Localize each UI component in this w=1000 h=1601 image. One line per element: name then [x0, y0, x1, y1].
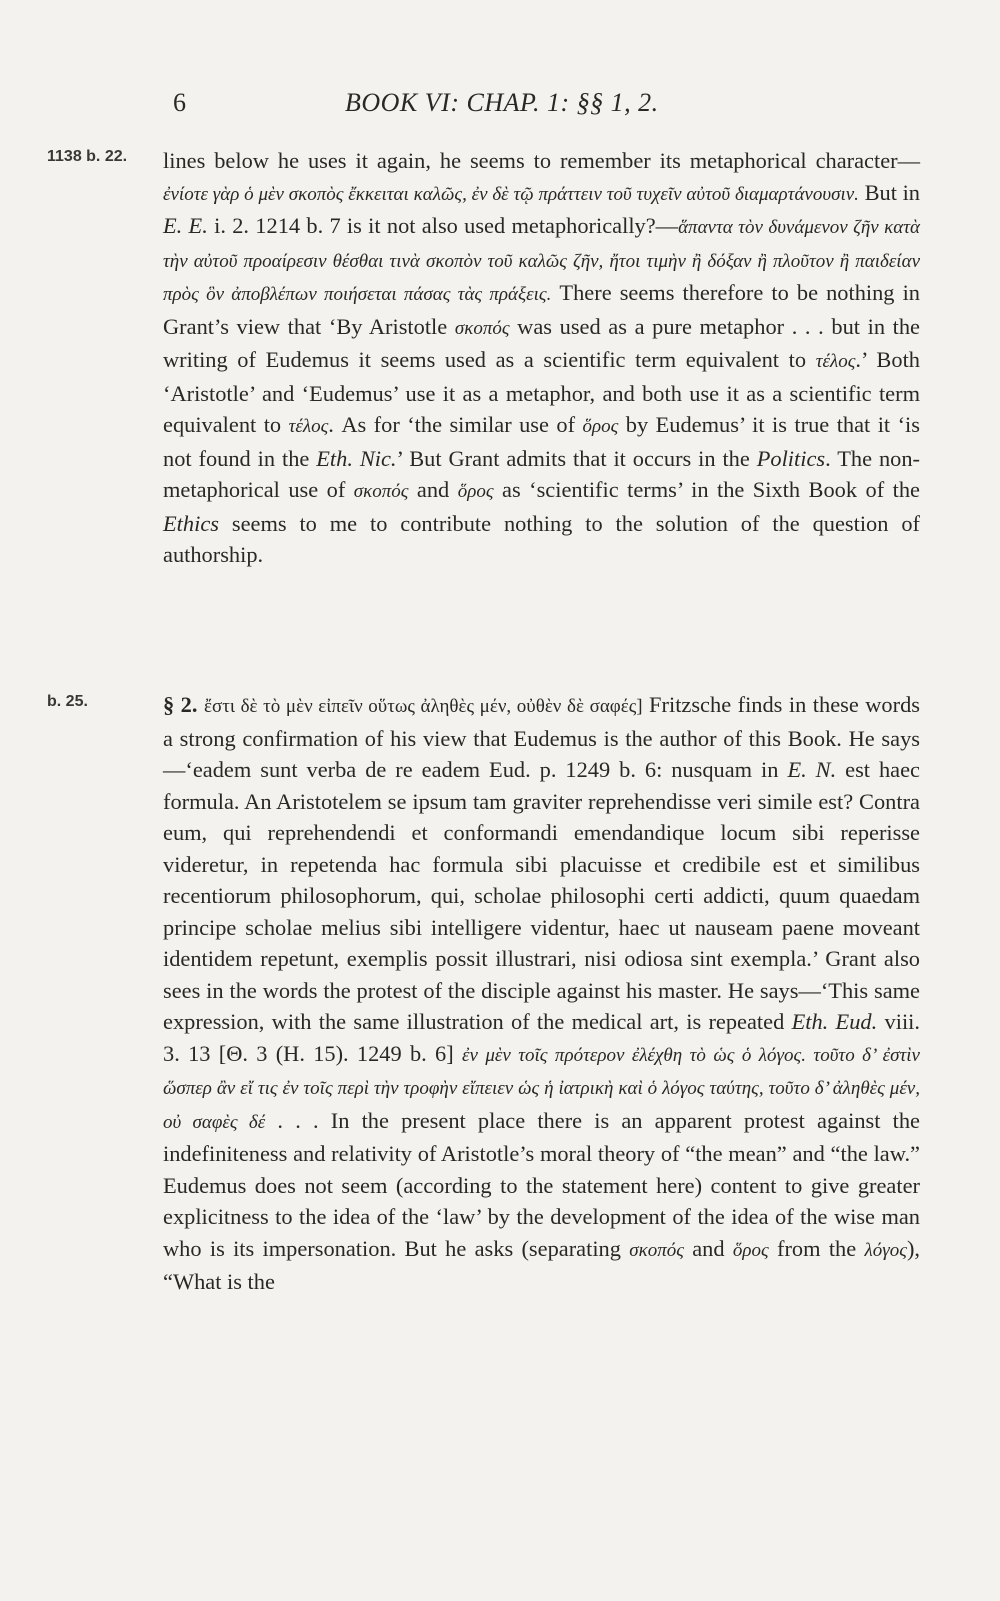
body-text: Fritzsche finds in these words a strong confirmation of his view that Eudemus is the author of this Book. He says—‘eadem sunt verba de re eadem Eud. p. 1249 b. 6: nusquam in	[163, 692, 920, 782]
page-number: 6	[173, 88, 187, 117]
body-text: viii. 3. 13 [Θ. 3 (H. 15). 1249 b. 6]	[163, 1009, 920, 1066]
body-text: . . . In the present place there is an apparent protest against the indefiniteness and relativity of Aristotle’s moral theory of “the mean” and “the law.” Eudemus does not seem (according to the statement here) content to give greater explicitness to the idea of the ‘law’ by the development of the idea of the wise man who is its impersonation. But he asks (separating	[163, 1107, 920, 1261]
body-text: But in	[858, 179, 920, 205]
body-text: was used as a pure metaphor . . . but in the writing of Eudemus it seems used as a scientific term equivalent to	[163, 313, 921, 372]
body-text: as ‘scientific terms’ in the Sixth Book of the	[493, 477, 920, 502]
greek-term: ὅρος	[457, 481, 494, 502]
italic-ref: E. N.	[787, 757, 837, 782]
body-text: and	[408, 477, 458, 502]
body-text: seems to me to contribute nothing to the solution of the question of authorship.	[163, 510, 920, 567]
body-text: from the	[768, 1235, 865, 1261]
italic-ref: E. E.	[163, 213, 208, 238]
body-text: ’ But Grant admits that it occurs in the	[396, 445, 757, 471]
greek-quote: ἐνίοτε γὰρ ὁ μὲν σκοπὸς ἔκκειται καλῶς, ἐν δὲ τῷ πράττειν τοῦ τυχεῖν αὐτοῦ διαμαρτάνουσιν.	[163, 183, 859, 205]
greek-term: σκοπός	[629, 1239, 684, 1261]
margin-reference-2: b. 25.	[47, 693, 88, 710]
body-text: . As for ‘the similar use of	[328, 412, 583, 437]
body-text: i. 2. 1214 b. 7 is it not also used metaphorically?—	[207, 213, 679, 238]
italic-ref: Politics	[756, 445, 826, 471]
body-text: by Eudemus’ it is true that it ‘is not found in the	[163, 412, 920, 471]
greek-term: τέλος	[288, 416, 329, 437]
greek-term: λόγος	[864, 1239, 907, 1261]
italic-ref: Ethics	[163, 510, 219, 536]
body-text: lines below he uses it again, he seems to remember its metaphorical character—	[163, 148, 920, 173]
greek-term: σκοπός	[454, 317, 510, 339]
body-text: and	[683, 1235, 733, 1261]
italic-ref: Eth. Eud.	[791, 1009, 878, 1034]
body-text: ), “What is the	[163, 1235, 920, 1294]
body-text: There seems therefore to be nothing in Grant’s view that ‘By Aristotle	[163, 280, 920, 339]
italic-ref: Eth. Nic.	[316, 445, 397, 471]
paragraph-2	[163, 689, 920, 1298]
body-text: .’ Both ‘Aristotle’ and ‘Eudemus’ use it as a metaphor, and both use it as a scientific term equivalent to	[163, 347, 920, 437]
greek-quote: ἐν μὲν τοῖς πρότερον ἐλέχθη τὸ ὡς ὁ λόγος. τοῦτο δ’ ἐστὶν ὥσπερ ἂν εἴ τις ἐν τοῖς περὶ τὴν τροφὴν εἴπειεν ὡς ἡ ἰατρικὴ καὶ ὁ λόγος ταύτης, τοῦτο δ’ ἀληθὲς μέν, οὐ σαφὲς δέ	[163, 1044, 920, 1133]
greek-term: ὅρος	[582, 416, 619, 437]
greek-lemma: ἔστι δὲ τὸ μὲν εἰπεῖν οὕτως ἀληθὲς μέν, οὐθὲν δὲ σαφές]	[203, 696, 643, 717]
body-text: . The non-metaphorical use of	[163, 445, 920, 502]
running-title: BOOK VI: CHAP. 1: §§ 1, 2.	[345, 88, 659, 117]
greek-term: ὅρος	[732, 1239, 769, 1261]
section-mark: § 2.	[163, 692, 198, 717]
margin-reference-1: 1138 b. 22.	[47, 148, 128, 165]
body-text: est haec formula. An Aristotelem se ipsum tam graviter reprehendisse veri simile est? Contra eum, qui reprehendendi et conformandi emendandique locum sibi reperisse videretur, in repetenda hac formula sibi placuisse et credibile est et similibus recentiorum philosophorum, qui, scholae philosophi certi addicti, quum quaedam principe scholae melius sibi intelligere videntur, haec ut nauseam paene moveant identidem repetunt, exemplis possit illustrari, nisi odiosa sint exempla.’ Grant also sees in the words the protest of the disciple against his master. He says—‘This same expression, with the same illustration of the medical art, is repeated	[163, 757, 920, 1034]
greek-term: σκοπός	[353, 481, 409, 502]
paragraph-1	[163, 145, 920, 571]
greek-term: τέλος	[815, 351, 856, 372]
greek-quote: ἅπαντα τὸν δυνάμενον ζῆν κατὰ τὴν αὐτοῦ προαίρεσιν θέσθαι τινὰ σκοπὸν τοῦ καλῶς ζῆν, ἤτοι τιμὴν ἢ δόξαν ἢ πλοῦτον ἢ παιδείαν πρὸς ὃν ἀποβλέπων ποιήσεται πάσας τὰς πράξεις.	[163, 217, 920, 305]
